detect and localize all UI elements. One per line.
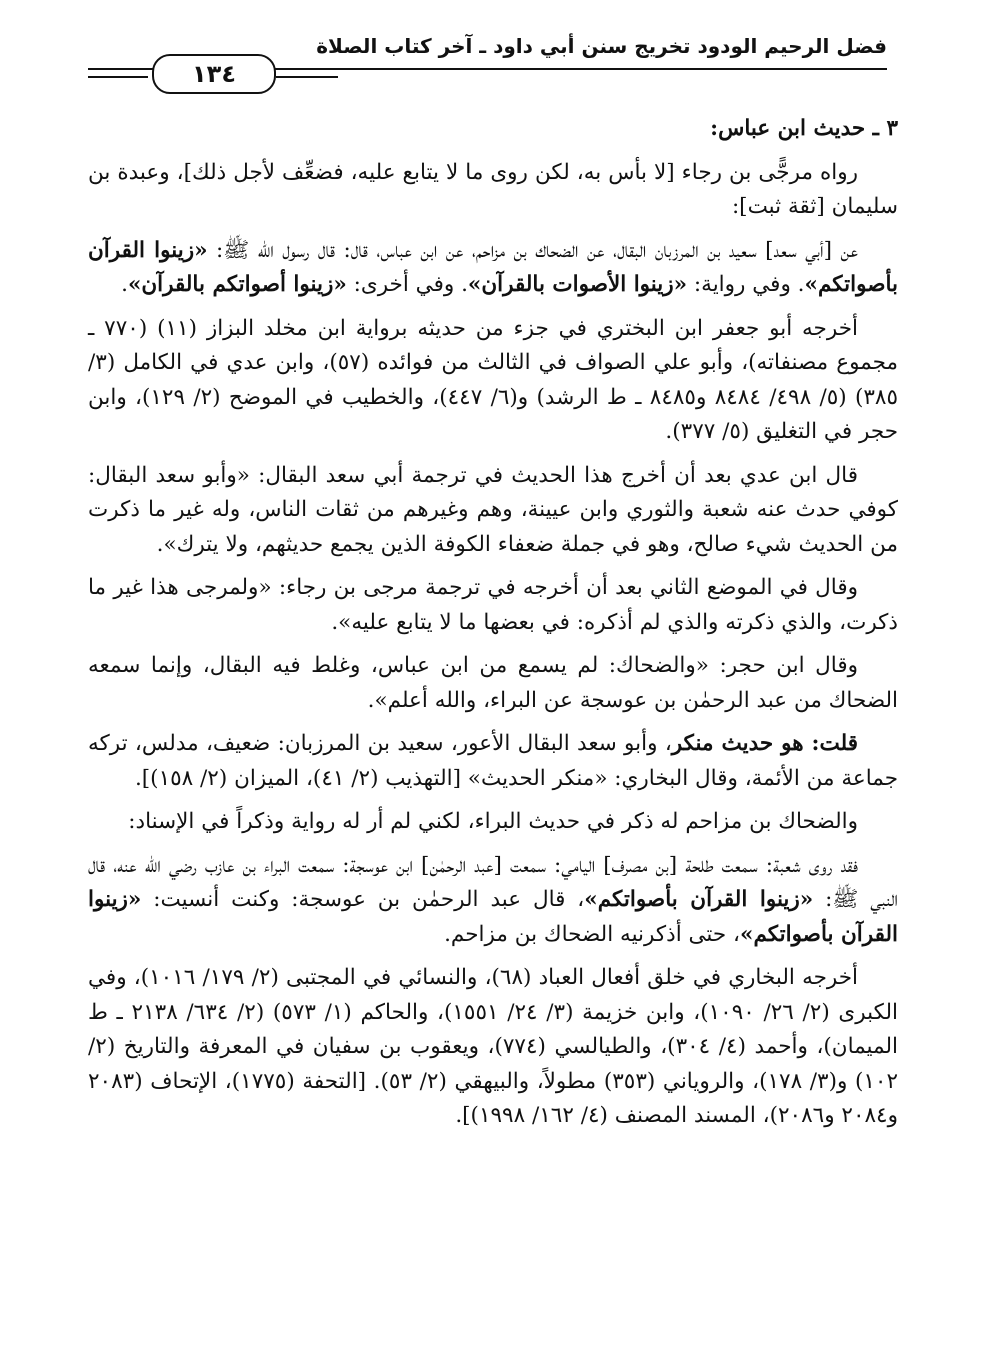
section-heading: ٣ ـ حديث ابن عباس: [710,116,898,141]
paragraph-2-text-a: عن [أبي سعد] سعيد بن المرزبان البقال، عن الضحاك بن مزاحم، عن ابن عباس، قال: قال رسول الله ﷺ: [207,237,858,263]
paragraph-2 [88,234,898,303]
hadith-quote-2: «زينوا الأصوات بالقرآن» [467,272,688,297]
paragraph-7 [88,727,898,796]
ornament-line-left [88,68,148,78]
paragraph-3: أخرجه أبو جعفر ابن البختري في جزء من حديثه برواية ابن مخلد البزاز (١١) (٧٧٠ ـ مجموع مصنفاته)، وأبو علي الصواف في الثالث من فوائده (٥٧)، وابن عدي في الكامل (٣/ ٣٨٥) (٥/ ٤٩٨/ ٨٤٨٤ و٨٤٨٥ ـ ط الرشد) و(٦/ ٤٤٧)، والخطيب في الموضح (٢/ ١٢٩)، وابن حجر في التغليق (٥/ ٣٧٧). [88,315,899,444]
page-number: ١٣٤ [152,54,276,94]
ornament-line-right [276,68,338,78]
paragraph-2-text-g: . [121,272,128,297]
hadith-quote-5: «زينوا القرآن بأصواتكم» [88,887,898,947]
paragraph-8: والضحاك بن مزاحم له ذكر في حديث البراء، لكني لم أر له رواية وذكراً في الإسناد: [128,809,858,834]
paragraph-1: رواه مرجًّى بن رجاء [لا بأس به، لكن روى ما لا يتابع عليه، فضعِّف لأجل ذلك]، وعبدة بن سليمان [ثقة ثبت]: [88,159,898,219]
paragraph-2-text-e: . وفي أخرى: [346,272,468,297]
paragraph-5: وقال في الموضع الثاني بعد أن أخرجه في ترجمة مرجى بن رجاء: «ولمرجى هذا غير ما ذكرت، والذي ذكرته والذي لم أذكره: في بعضها ما لا يتابع عليه». [88,575,898,635]
paragraph-9-text-e: ، حتى أذكرنيه الضحاك بن مزاحم. [444,921,740,947]
running-header-title: فضل الرحيم الودود تخريج سنن أبي داود ـ آخر كتاب الصلاة [316,34,887,58]
paragraph-6: وقال ابن حجر: «والضحاك: لم يسمع من ابن عباس، وغلط فيه البقال، وإنما سمعه الضحاك من عبد الرحمٰن بن عوسجة عن البراء، والله أعلم». [88,653,898,713]
paragraph-10: أخرجه البخاري في خلق أفعال العباد (٦٨)، والنسائي في المجتبى (٢/ ١٧٩/ ١٠١٦)، وفي الكبرى (٢/ ٢٦/ ١٠٩٠)، وابن خزيمة (٣/ ٢٤/ ١٥٥١)، والحاكم (١/ ٥٧٣) (٢/ ٦٣٤/ ٢١٣٨ ـ ط الميمان)، وأحمد (٤/ ٣٠٤)، والطيالسي (٧٧٤)، ويعقوب بن سفيان في المعرفة والتاريخ (٢/ ١٠٢) و(٣/ ١٧٨)، والروياني (٣٥٣) مطولاً، والبيهقي (٢/ ٥٣). [التحفة (١٧٧٥)، الإتحاف (٢٠٨٣ و٢٠٨٤ و٢٠٨٦)، المسند المصنف (٤/ ١٦٢/ ١٩٩٨)]. [88,965,899,1128]
page-number-ornament [88,54,338,94]
hadith-quote-3: «زينوا أصواتكم بالقرآن» [127,272,347,297]
paragraph-9 [88,849,898,953]
verdict-text: قلت: هو حديث منكر [671,731,858,756]
paragraph-7-text: ، وأبو سعد البقال الأعور، سعيد بن المرزبان: ضعيف، مدلس، تركه جماعة من الأئمة، وقال البخاري: «منكر الحديث» [التهذيب (٢/ ٤١)، الميزان (٢/ ١٥٨)]. [88,731,898,791]
paragraph-9-text-c: ، قال عبد الرحمٰن بن عوسجة: وكنت أنسيت: [141,887,585,912]
hadith-quote-4: «زينوا القرآن بأصواتكم» [584,887,814,912]
paragraph-9-text-a: فقد روى شعبة: سمعت طلحة [بن مصرف] اليامي: سمعت [عبد الرحمٰن] ابن عوسجة: سمعت البراء بن عازب رضي الله عنه، قال النبي ﷺ: [88,852,898,912]
hadith-quote-1: «زينوا القرآن بأصواتكم» [88,237,898,297]
paragraph-4: قال ابن عدي بعد أن أخرج هذا الحديث في ترجمة أبي سعد البقال: «وأبو سعد البقال: كوفي حدث عنه شعبة والثوري وابن عيينة، وهم وغيرهم من ثقات الناس، وله غير ما ذكرت من الحديث شيء صالح، وهو في جملة ضعفاء الكوفة الذين يجمع حديثهم، ولا يترك». [88,462,898,557]
page-body [88,112,898,1143]
paragraph-2-text-c: . وفي رواية: [687,272,805,297]
